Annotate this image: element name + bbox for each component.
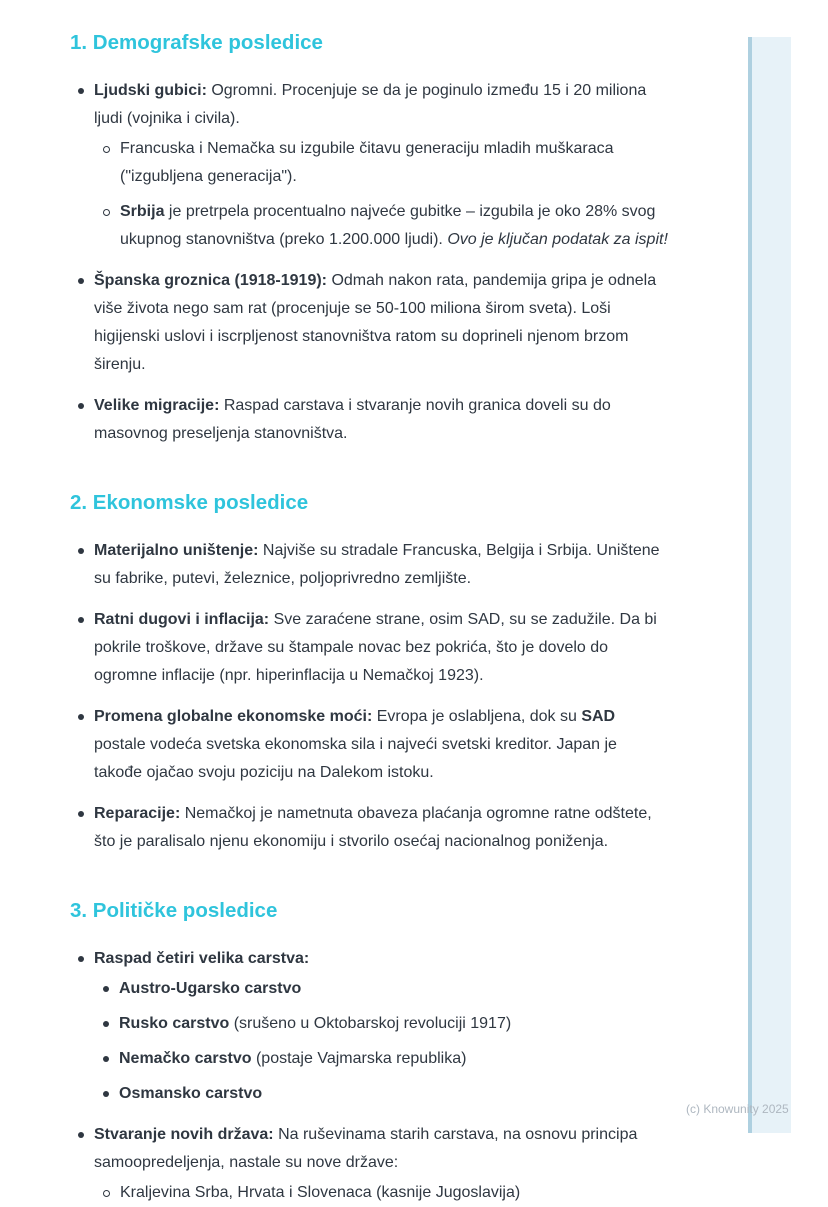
disc-bullet-icon bbox=[103, 1021, 109, 1027]
text-segment: Nemačkoj je nametnuta obaveza plaćanja ogromne ratne odštete, što je paralisalo njenu ekonomiju i stvorilo osećaj nacionalnog poniženja. bbox=[94, 805, 652, 850]
disc-bullet-icon bbox=[78, 403, 84, 409]
text-segment: (postaje Vajmarska republika) bbox=[251, 1050, 467, 1067]
text-segment: Najviše su stradale Francuska, Belgija i Srbija. Uništene su fabrike, putevi, železnice, poljoprivredno zemljište. bbox=[94, 542, 660, 587]
list-item-body bbox=[94, 945, 668, 1108]
text-segment: Evropa je oslabljena, dok su bbox=[372, 708, 582, 725]
list-item bbox=[70, 267, 668, 379]
bullet-list bbox=[94, 975, 668, 1108]
text-segment: Ovo je ključan podatak za ispit! bbox=[447, 231, 668, 248]
list-item-body bbox=[94, 537, 668, 593]
list-item-body bbox=[119, 1045, 668, 1073]
list-item-text bbox=[94, 611, 657, 684]
bullet-list bbox=[70, 945, 668, 1207]
disc-bullet-icon bbox=[78, 548, 84, 554]
text-segment: je pretrpela procentualno najveće gubitke – izgubila je oko 28% svog ukupnog stanovništva (preko 1.200.000 ljudi). bbox=[120, 203, 656, 248]
text-segment: Raspad carstava i stvaranje novih granica doveli su do masovnog preseljenja stanovništva. bbox=[94, 397, 611, 442]
text-segment: SAD bbox=[581, 708, 616, 725]
list-item-body bbox=[94, 606, 668, 690]
text-segment: Promena globalne ekonomske moći: bbox=[94, 708, 373, 725]
section-2 bbox=[70, 490, 668, 856]
disc-bullet-icon bbox=[78, 88, 84, 94]
text-segment: (srušeno u Oktobarskoj revoluciji 1917) bbox=[229, 1015, 512, 1032]
list-item-body bbox=[120, 135, 668, 191]
document-content bbox=[70, 30, 668, 1207]
list-item bbox=[70, 606, 668, 690]
text-segment: Osmansko carstvo bbox=[119, 1085, 263, 1102]
disc-bullet-icon bbox=[78, 278, 84, 284]
list-item-body bbox=[119, 1080, 668, 1108]
list-item-text bbox=[119, 1015, 511, 1032]
list-item-body bbox=[120, 198, 668, 254]
list-item bbox=[94, 1010, 668, 1038]
text-segment: Velike migracije: bbox=[94, 397, 220, 414]
circle-bullet-icon bbox=[103, 146, 110, 153]
text-segment: Ogromni. Procenjuje se da je poginulo između 15 i 20 miliona ljudi (vojnika i civila). bbox=[94, 82, 647, 127]
list-item bbox=[94, 198, 668, 254]
text-segment: Austro-Ugarsko carstvo bbox=[119, 980, 302, 997]
circle-bullet-icon bbox=[103, 1190, 110, 1197]
list-item-text bbox=[94, 82, 646, 127]
list-item-body bbox=[119, 975, 668, 1003]
bullet-list bbox=[70, 537, 668, 856]
text-segment: Materijalno uništenje: bbox=[94, 542, 259, 559]
text-segment: Sve zaraćene strane, osim SAD, su se zadužile. Da bi pokrile troškove, države su štampale novac bez pokrića, što je dovelo do ogromne inflacije (npr. hiperinflacija u Nemačkoj 1923). bbox=[94, 611, 657, 684]
disc-bullet-icon bbox=[78, 617, 84, 623]
list-item bbox=[70, 537, 668, 593]
list-item-text bbox=[94, 708, 617, 781]
list-item-body bbox=[120, 1179, 668, 1207]
section-3 bbox=[70, 898, 668, 1207]
bullet-list bbox=[70, 77, 668, 448]
list-item-text bbox=[94, 1126, 637, 1171]
text-segment: postale vodeća svetska ekonomska sila i najveći svetski kreditor. Japan je takođe ojačao svoju poziciju na Dalekom istoku. bbox=[94, 736, 617, 781]
text-segment: Srbija bbox=[120, 203, 165, 220]
list-item bbox=[94, 975, 668, 1003]
bullet-list bbox=[94, 135, 668, 254]
list-item bbox=[70, 800, 668, 856]
text-segment: Odmah nakon rata, pandemija gripa je odnela više života nego sam rat (procenjuje se 50-100 miliona širom sveta). Loši higijenski uslovi i iscrpljenost stanovništva ratom su doprineli njenom brzom širenju. bbox=[94, 272, 657, 373]
list-item-body bbox=[94, 392, 668, 448]
text-segment: Na ruševinama starih carstava, na osnovu principa samoopredeljenja, nastale su nove države: bbox=[94, 1126, 638, 1171]
disc-bullet-icon bbox=[78, 714, 84, 720]
disc-bullet-icon bbox=[78, 956, 84, 962]
text-segment: Nemačko carstvo bbox=[119, 1050, 252, 1067]
list-item bbox=[94, 1045, 668, 1073]
circle-bullet-icon bbox=[103, 209, 110, 216]
list-item-body bbox=[119, 1010, 668, 1038]
section-1 bbox=[70, 30, 668, 448]
disc-bullet-icon bbox=[78, 811, 84, 817]
list-item-body bbox=[94, 77, 668, 254]
list-item-text bbox=[120, 140, 614, 185]
list-item-text bbox=[119, 980, 301, 997]
text-segment: Kraljevina Srba, Hrvata i Slovenaca (kasnije Jugoslavija) bbox=[120, 1184, 521, 1201]
text-segment: Ratni dugovi i inflacija: bbox=[94, 611, 270, 628]
list-item bbox=[94, 1080, 668, 1108]
list-item-text bbox=[120, 203, 668, 248]
list-item-text bbox=[94, 950, 309, 967]
text-segment: Francuska i Nemačka su izgubile čitavu generaciju mladih muškaraca ("izgubljena generacija"). bbox=[120, 140, 614, 185]
list-item bbox=[94, 135, 668, 191]
disc-bullet-icon bbox=[103, 1056, 109, 1062]
bullet-list bbox=[94, 1179, 668, 1207]
section-heading: 2. Ekonomske posledice bbox=[70, 491, 309, 514]
list-item-text bbox=[119, 1085, 262, 1102]
list-item-text bbox=[94, 542, 660, 587]
text-segment: Raspad četiri velika carstva: bbox=[94, 950, 310, 967]
disc-bullet-icon bbox=[78, 1132, 84, 1138]
list-item-text bbox=[120, 1184, 520, 1201]
list-item bbox=[70, 392, 668, 448]
text-segment: Španska groznica (1918-1919): bbox=[94, 272, 327, 289]
list-item-body bbox=[94, 800, 668, 856]
text-segment: Rusko carstvo bbox=[119, 1015, 230, 1032]
section-heading: 3. Političke posledice bbox=[70, 899, 278, 922]
list-item-body bbox=[94, 1121, 668, 1207]
list-item-text bbox=[94, 272, 656, 373]
list-item bbox=[70, 945, 668, 1108]
list-item-body bbox=[94, 267, 668, 379]
text-segment: Reparacije: bbox=[94, 805, 181, 822]
list-item bbox=[94, 1179, 668, 1207]
text-segment: Ljudski gubici: bbox=[94, 82, 207, 99]
list-item-text bbox=[94, 397, 611, 442]
list-item bbox=[70, 77, 668, 254]
section-heading: 1. Demografske posledice bbox=[70, 31, 323, 54]
list-item bbox=[70, 703, 668, 787]
list-item-body bbox=[94, 703, 668, 787]
watermark: (c) Knowunity 2025 bbox=[686, 1102, 789, 1116]
text-segment: Stvaranje novih država: bbox=[94, 1126, 274, 1143]
page-edge-accent-bar bbox=[748, 37, 791, 1133]
list-item-text bbox=[94, 805, 652, 850]
list-item-text bbox=[119, 1050, 466, 1067]
disc-bullet-icon bbox=[103, 986, 109, 992]
disc-bullet-icon bbox=[103, 1091, 109, 1097]
list-item bbox=[70, 1121, 668, 1207]
